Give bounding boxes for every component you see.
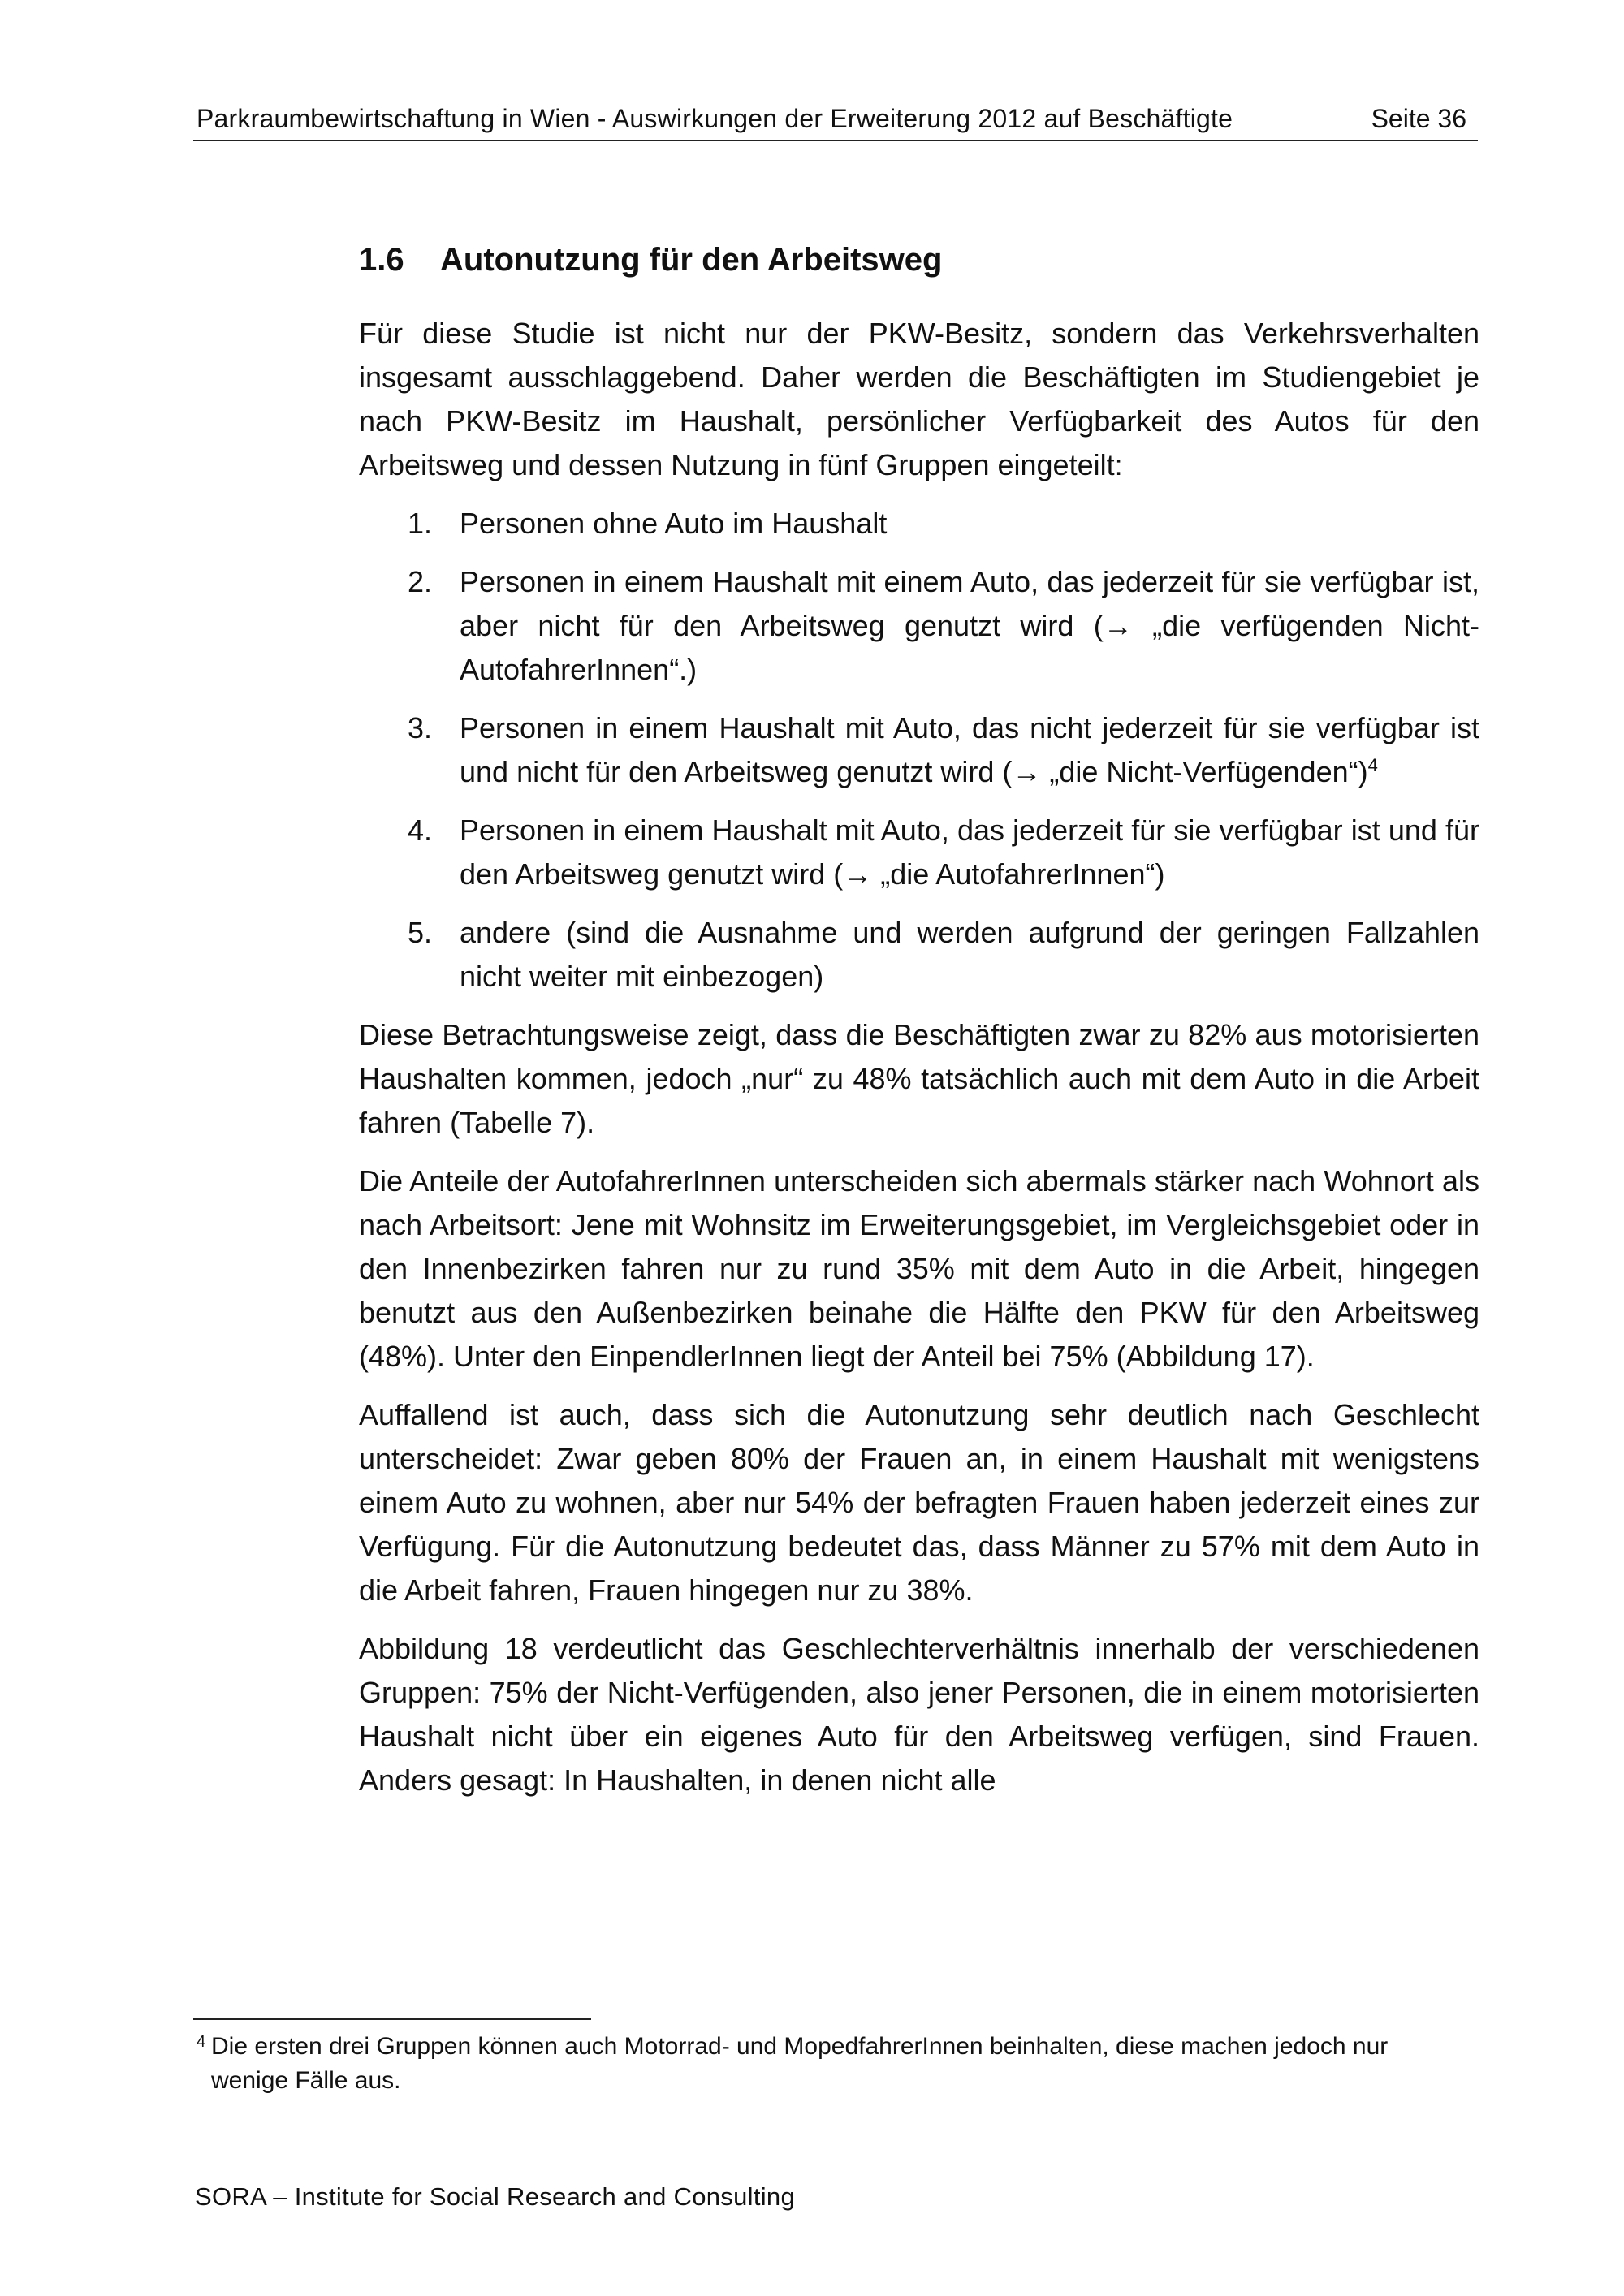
list-item (359, 706, 1479, 794)
body-paragraph: Auffallend ist auch, dass sich die Autonutzung sehr deutlich nach Geschlecht unterscheidet: Zwar geben 80% der Frauen an, in einem Haushalt mit wenigstens einem Auto zu wohnen, aber nur 54% der befragten Frauen haben jederzeit eines zur Verfügung. Für die Autonutzung bedeutet das, dass Männer zu 57% mit dem Auto in die Arbeit fahren, Frauen hingegen nur zu 38%. (359, 1398, 1479, 1607)
list-item-text: Personen in einem Haushalt mit einem Auto, das jederzeit für sie verfügbar ist, aber nicht für den Arbeitsweg genutzt wird (→ „die verfügenden Nicht-AutofahrerInnen“.) (460, 565, 1479, 686)
section-number: 1.6 (359, 242, 404, 278)
page-number: Seite 36 (1371, 104, 1466, 133)
running-header (193, 101, 1478, 141)
footnote (193, 2030, 1460, 2098)
running-footer: SORA – Institute for Social Research and Consulting (195, 2182, 796, 2211)
list-item-text: andere (sind die Ausnahme und werden aufgrund der geringen Fallzahlen nicht weiter mit einbezogen) (460, 916, 1479, 993)
footnote-divider (193, 2018, 591, 2020)
section-title: Autonutzung für den Arbeitsweg (440, 242, 943, 278)
list-item-number: 3. (408, 711, 433, 744)
list-item-number: 5. (408, 916, 433, 949)
list-item-text: Personen ohne Auto im Haushalt (460, 507, 888, 540)
list-item-number: 1. (408, 507, 433, 540)
group-list (359, 502, 1479, 999)
list-item (359, 560, 1479, 692)
list-item (359, 809, 1479, 896)
section-heading (359, 235, 1479, 284)
list-item-text: Personen in einem Haushalt mit Auto, das nicht jederzeit für sie verfügbar ist und nicht für den Arbeitsweg genutzt wird (→ „die Nicht-Verfügenden“) (460, 711, 1479, 788)
body-paragraph: Diese Betrachtungsweise zeigt, dass die Beschäftigten zwar zu 82% aus motorisierten Haushalten kommen, jedoch „nur“ zu 48% tatsächlich auch mit dem Auto in die Arbeit fahren (Tabelle 7). (359, 1018, 1479, 1139)
list-item-text: Personen in einem Haushalt mit Auto, das jederzeit für sie verfügbar ist und für den Arbeitsweg genutzt wird (→ „die AutofahrerInnen“) (460, 814, 1479, 891)
footnote-mark: 4 (197, 2033, 206, 2051)
list-item (359, 911, 1479, 999)
list-item-number: 4. (408, 814, 433, 847)
body-paragraph: Abbildung 18 verdeutlicht das Geschlechterverhältnis innerhalb der verschiedenen Gruppen: 75% der Nicht-Verfügenden, also jener Personen, die in einem motorisierten Haushalt nicht über ein eigenes Auto für den Arbeitsweg verfügen, sind Frauen. Anders gesagt: In Haushalten, in denen nicht alle (359, 1632, 1479, 1797)
body-paragraph: Die Anteile der AutofahrerInnen unterscheiden sich abermals stärker nach Wohnort als nach Arbeitsort: Jene mit Wohnsitz im Erweiterungsgebiet, im Vergleichsgebiet oder in den Innenbezirken fahren nur zu rund 35% mit dem Auto in die Arbeit, hingegen benutzt aus den Außenbezirken beinahe die Hälfte den PKW für den Arbeitsweg (48%). Unter den EinpendlerInnen liegt der Anteil bei 75% (Abbildung 17). (359, 1164, 1479, 1373)
footnote-text: Die ersten drei Gruppen können auch Motorrad- und MopedfahrerInnen beinhalten, diese machen jedoch nur wenige Fälle aus. (211, 2033, 1389, 2094)
main-content (359, 235, 1479, 1817)
list-item (359, 502, 1479, 546)
list-item-number: 2. (408, 565, 433, 598)
footnote-reference[interactable]: 4 (1367, 755, 1378, 775)
header-title: Parkraumbewirtschaftung in Wien - Auswirkungen der Erweiterung 2012 auf Beschäftigte (197, 104, 1233, 133)
intro-paragraph: Für diese Studie ist nicht nur der PKW-Besitz, sondern das Verkehrsverhalten insgesamt ausschlaggebend. Daher werden die Beschäftigten im Studiengebiet je nach PKW-Besitz im Haushalt, persönlicher Verfügbarkeit des Autos für den Arbeitsweg und dessen Nutzung in fünf Gruppen eingeteilt: (359, 317, 1479, 481)
